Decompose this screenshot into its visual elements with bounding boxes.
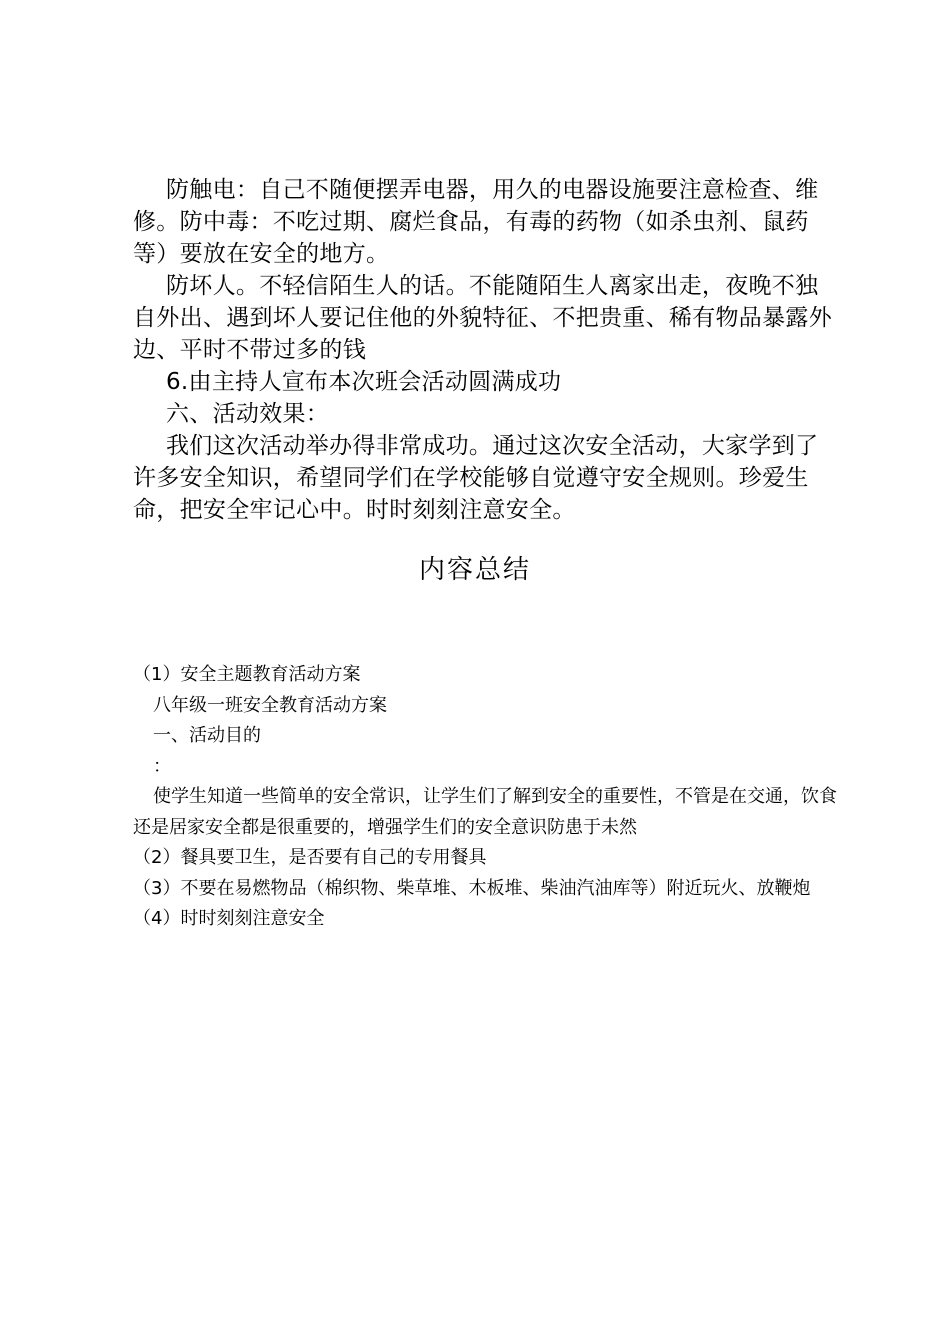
paragraph-electric-poison: 防触电：自己不随便摆弄电器，用久的电器设施要注意检查、维修。防中毒：不吃过期、腐烂食品，有毒的药物（如杀虫剂、鼠药等）要放在安全的地方。 (133, 177, 819, 267)
summary-purpose-text: 使学生知道一些简单的安全常识，让学生们了解到安全的重要性，不管是在交通，饮食还是居家安全都是很重要的，增强学生们的安全意识防患于未然 (133, 786, 837, 838)
paragraph-host-announcement: 6.由主持人宣布本次班会活动圆满成功 (166, 369, 562, 395)
paragraph-strangers: 防坏人。不轻信陌生人的话。不能随陌生人离家出走，夜晚不独自外出、遇到坏人要记住他的外貌特征、不把贵重、稀有物品暴露外边、平时不带过多的钱 (133, 273, 832, 363)
summary-item-4: （4）时时刻刻注意安全 (133, 908, 325, 929)
section-heading-activity-effect: 六、活动效果： (166, 401, 330, 427)
summary-item-3: （3）不要在易燃物品（棉织物、柴草堆、木板堆、柴油汽油库等）附近玩火、放鞭炮 (133, 877, 811, 899)
summary-item-2: （2）餐具要卫生，是否要有自己的专用餐具 (133, 847, 487, 868)
summary-section-purpose: 一、活动目的 (153, 725, 261, 746)
paragraph-activity-effect: 我们这次活动举办得非常成功。通过这次安全活动，大家学到了许多安全知识，希望同学们在学校能够自觉遵守安全规则。珍爱生命，把安全牢记心中。时时刻刻注意安全。 (133, 433, 819, 523)
summary-list (133, 660, 845, 935)
summary-item-1: （1）安全主题教育活动方案 (133, 664, 361, 685)
body-text (133, 174, 833, 526)
summary-plan-title: 八年级一班安全教育活动方案 (153, 694, 387, 716)
summary-title: 内容总结 (418, 555, 531, 585)
summary-colon: ： (153, 755, 171, 777)
